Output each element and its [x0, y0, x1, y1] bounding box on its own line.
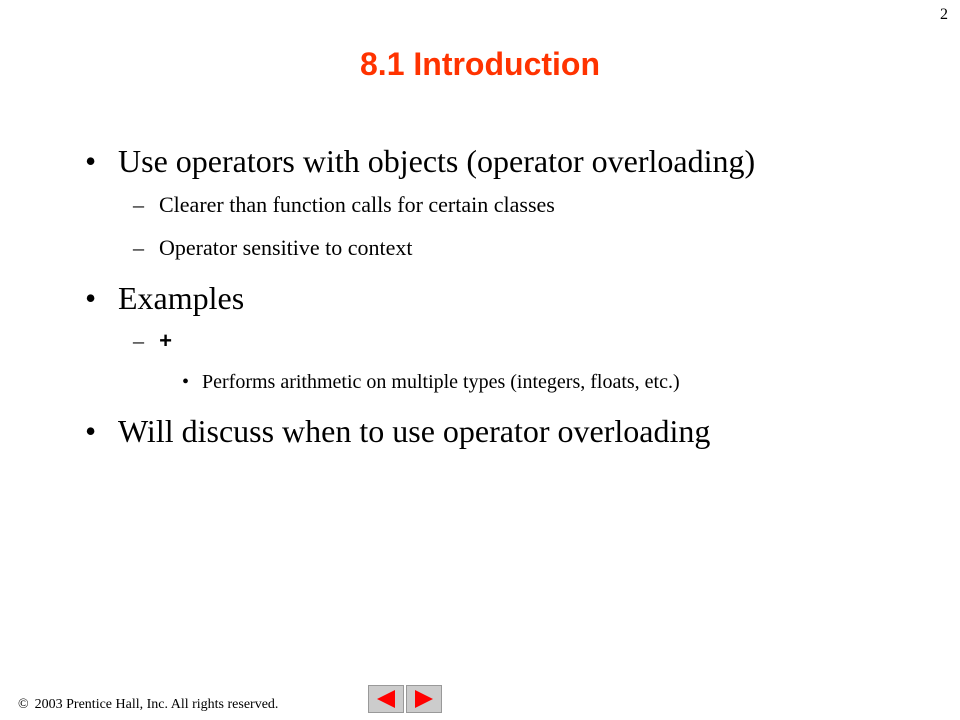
bullet-text: Will discuss when to use operator overloading	[118, 413, 711, 449]
previous-slide-button[interactable]	[368, 685, 404, 713]
dash-marker: –	[133, 235, 144, 260]
copyright-text: 2003 Prentice Hall, Inc. All rights reserved.	[34, 697, 279, 712]
sub-bullet-item	[133, 234, 413, 262]
bullet-dot: •	[85, 143, 97, 179]
bullet-item	[85, 141, 755, 181]
next-slide-button[interactable]	[406, 685, 442, 713]
page-number: 2	[940, 6, 948, 23]
sub-bullet-item	[133, 191, 555, 219]
sub-bullet-item	[133, 327, 172, 357]
sub-sub-bullet-item	[182, 369, 680, 395]
bullet-item	[85, 411, 710, 451]
bullet-dot: •	[85, 413, 97, 449]
bullet-dot: •	[85, 280, 97, 316]
bullet-text: Use operators with objects (operator overloading)	[118, 143, 756, 179]
footer	[18, 697, 278, 713]
dash-marker: –	[133, 328, 144, 353]
bullet-dot: •	[182, 371, 190, 393]
slide-title: 8.1 Introduction	[360, 46, 600, 82]
dash-marker: –	[133, 192, 144, 217]
copyright-icon: ©	[18, 697, 29, 712]
arrow-left-icon	[375, 689, 397, 709]
arrow-right-icon	[413, 689, 435, 709]
bullet-text: Examples	[118, 280, 245, 316]
operator-symbol: +	[159, 330, 173, 355]
bullet-item	[85, 278, 244, 318]
sub-bullet-text: Operator sensitive to context	[159, 235, 413, 260]
sub-sub-bullet-text: Performs arithmetic on multiple types (integers, floats, etc.)	[202, 371, 680, 393]
sub-bullet-text: Clearer than function calls for certain classes	[159, 192, 555, 217]
slide-navigation	[368, 685, 444, 713]
